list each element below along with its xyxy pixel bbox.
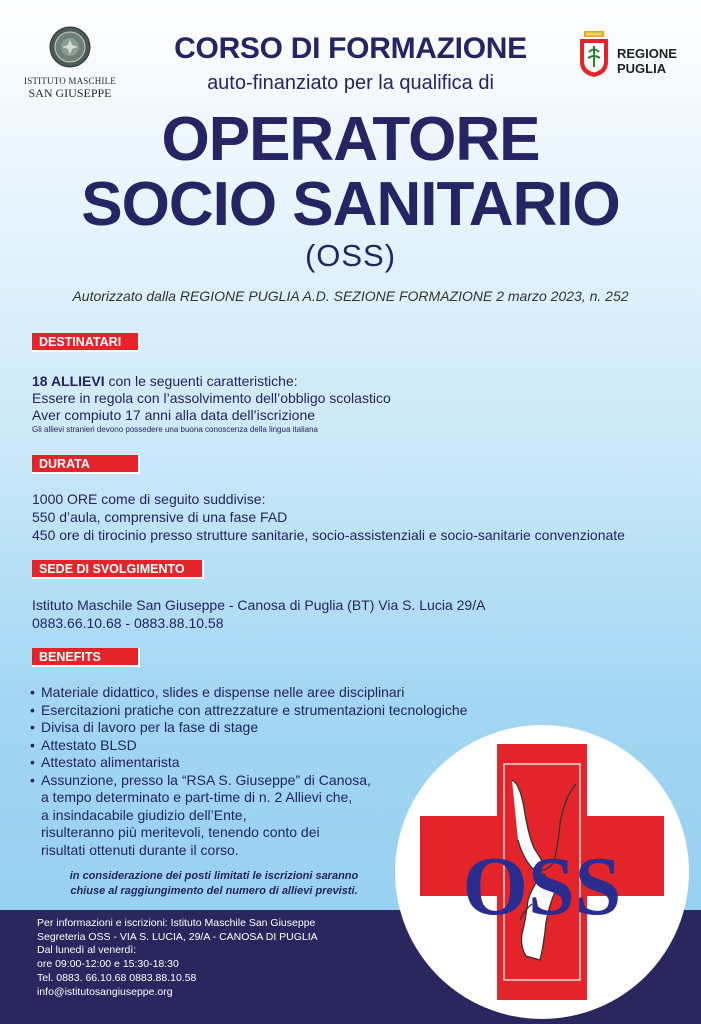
footer-line: Segreteria OSS - VIA S. LUCIA, 29/A - CANOSA DI PUGLIA <box>37 931 318 943</box>
footer-line: Per informazioni e iscrizioni: Istituto Maschile San Giuseppe <box>37 917 316 929</box>
list-item: • Materiale didattico, slides e dispense nelle aree disciplinari <box>30 684 467 702</box>
list-item: • Esercitazioni pratiche con attrezzature e strumentazioni tecnologiche <box>30 702 467 720</box>
requirement-1: Essere in regola con l’assolvimento dell’obbligo scolastico <box>32 390 391 406</box>
contact-email[interactable]: info@istitutosangiuseppe.org <box>37 986 173 998</box>
oss-cross-badge <box>394 724 690 1020</box>
region-name-line2: PUGLIA <box>617 61 667 76</box>
course-heading: CORSO DI FORMAZIONE <box>174 32 527 65</box>
list-item-continuation: a tempo determinato e part-time di n. 2 Allievi che, <box>41 789 353 805</box>
footer-line: ore 09:00-12:00 e 15:30-18:30 <box>37 958 179 970</box>
enrollment-note <box>34 869 394 899</box>
sede-phones: 0883.66.10.68 - 0883.88.10.58 <box>32 615 224 631</box>
student-count: 18 ALLIEVI <box>32 373 105 389</box>
section-label-sede: SEDE DI SVOLGIMENTO <box>32 560 204 579</box>
list-item-continuation: risulteranno più meritevoli, tenendo conto dei <box>41 824 320 840</box>
durata-line3: 450 ore di tirocinio presso strutture sanitarie, socio-assistenziali e socio-sanitarie convenzionate <box>32 527 625 543</box>
main-title-line2: SOCIO SANITARIO <box>81 170 620 239</box>
main-title-line1: OPERATORE <box>161 105 540 174</box>
destinatari-intro-text: con le seguenti caratteristiche: <box>108 373 298 389</box>
region-name-line1: REGIONE <box>617 46 677 61</box>
enrollment-note-line1: in considerazione dei posti limitati le iscrizioni saranno <box>69 870 359 882</box>
section-label-destinatari: DESTINATARI <box>32 333 140 352</box>
list-item-continuation: risultati ottenuti durante il corso. <box>41 841 239 858</box>
durata-line1: 1000 ORE come di seguito suddivise: <box>32 491 266 507</box>
requirement-2: Aver compiuto 17 anni alla data dell’iscrizione <box>32 407 316 423</box>
list-item: • Attestato alimentarista <box>30 754 467 772</box>
destinatari-intro <box>32 373 298 390</box>
list-item: • Attestato BLSD <box>30 737 467 755</box>
sede-address: Istituto Maschile San Giuseppe - Canosa di Puglia (BT) Via S. Lucia 29/A <box>32 597 486 613</box>
course-subtitle: auto-finanziato per la qualifica di <box>207 72 494 94</box>
enrollment-note-line2: chiuse al raggiungimento del numero di allievi previsti. <box>70 885 358 897</box>
list-item: • Divisa di lavoro per la fase di stage <box>30 719 467 737</box>
footer-line: Tel. 0883. 66.10.68 0883.88.10.58 <box>37 972 197 984</box>
section-label-durata: DURATA <box>32 455 140 474</box>
institute-name-line2: SAN GIUSEPPE <box>28 86 112 100</box>
durata-line2: 550 d’aula, comprensive di una fase FAD <box>32 509 288 525</box>
badge-text: OSS <box>462 840 622 933</box>
authorization-text: Autorizzato dalla REGIONE PUGLIA A.D. SEZIONE FORMAZIONE 2 marzo 2023, n. 252 <box>72 288 629 304</box>
institute-name-line1: ISTITUTO MASCHILE <box>24 76 116 86</box>
section-label-benefits: BENEFITS <box>32 648 140 667</box>
list-item-continuation: a insindacabile giudizio dell’Ente, <box>41 806 247 823</box>
title-acronym: (OSS) <box>304 238 397 273</box>
foreign-students-note: Gli allievi stranieri devono possedere una buona conoscenza della lingua italiana <box>32 425 318 434</box>
list-item: • Assunzione, presso la “RSA S. Giuseppe” di Canosa, <box>30 772 467 790</box>
footer-line: Dal lunedì al venerdì: <box>37 944 137 956</box>
